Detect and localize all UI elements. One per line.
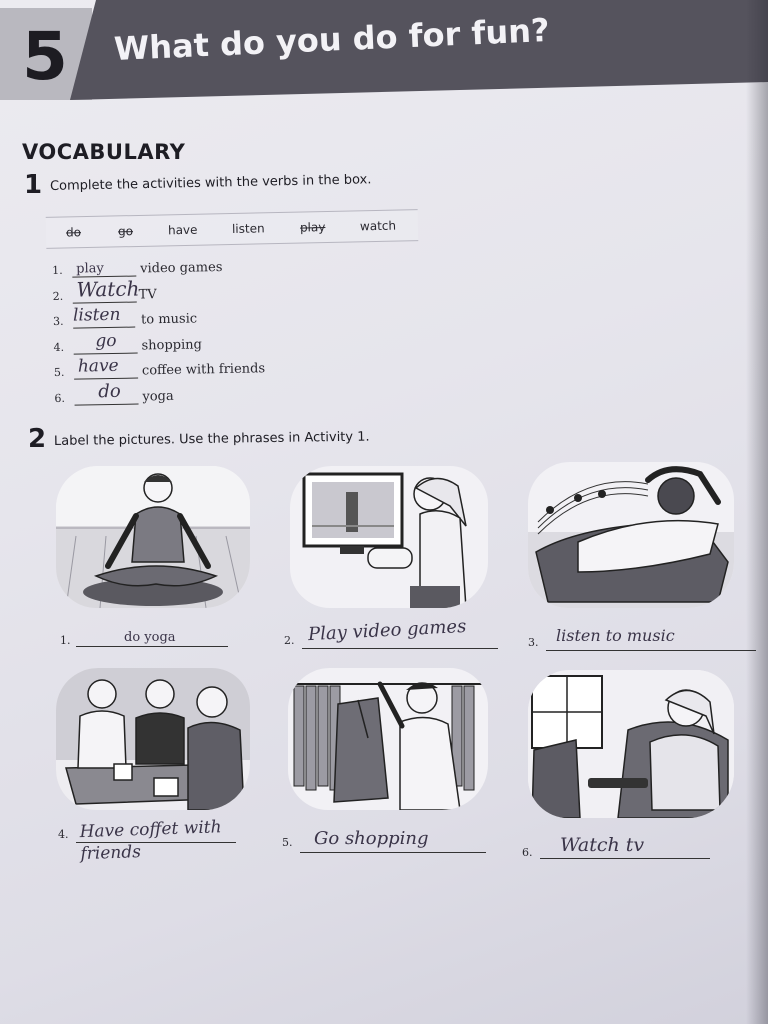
label-line[interactable]: [546, 650, 756, 651]
activity-2-number: 2: [28, 424, 47, 454]
page-edge-shadow: [746, 0, 768, 1024]
label-line[interactable]: [302, 648, 498, 649]
label-answer: Go shopping: [314, 828, 429, 849]
item-text: video games: [140, 260, 223, 277]
activity-1-number: 1: [24, 170, 43, 200]
verb-listen: listen: [231, 221, 265, 236]
label-line[interactable]: [76, 646, 228, 647]
verb-have: have: [167, 222, 198, 238]
yoga-picture: [56, 466, 250, 608]
label-answer: Have coffet with friends: [79, 817, 222, 865]
item-text: TV: [138, 286, 157, 302]
music-picture: [528, 462, 734, 608]
activity-1-list: [52, 252, 415, 411]
label-number: 1.: [60, 634, 71, 647]
item-number: 1.: [52, 263, 63, 277]
answer-text: Watch: [76, 275, 140, 302]
answer-text: go: [95, 330, 117, 351]
shopping-picture: [288, 668, 488, 810]
activity-2-instruction: Label the pictures. Use the phrases in Activity 1.: [53, 429, 370, 449]
label-line[interactable]: [540, 858, 710, 859]
answer-text: play: [76, 261, 104, 277]
item-number: 3.: [52, 314, 64, 328]
music-illustration: [528, 462, 734, 608]
verb-do: do: [65, 225, 82, 240]
label-number: 3.: [528, 636, 539, 649]
item-number: 6.: [54, 391, 66, 405]
coffee-picture: [56, 668, 250, 810]
label-number: 4.: [58, 828, 69, 841]
item-number: 5.: [53, 365, 65, 379]
section-title: VOCABULARY: [22, 140, 186, 164]
coffee-illustration: [56, 668, 250, 810]
verb-watch: watch: [359, 218, 397, 234]
label-number: 5.: [282, 836, 293, 849]
item-text: to music: [140, 311, 198, 328]
label-number: 2.: [284, 634, 295, 647]
video-games-picture: [290, 466, 488, 608]
label-answer: listen to music: [556, 626, 675, 645]
page-title: What do you do for fun?: [113, 11, 551, 68]
label-number: 6.: [522, 846, 533, 859]
answer-text: listen: [72, 304, 121, 326]
item-number: 4.: [53, 340, 65, 354]
video-games-illustration: [290, 466, 488, 608]
tv-illustration: [528, 670, 734, 818]
yoga-illustration: [56, 466, 250, 608]
verb-go: go: [117, 224, 134, 239]
label-answer: Watch tv: [560, 834, 645, 856]
answer-text: have: [77, 355, 119, 377]
item-text: coffee with friends: [141, 361, 266, 379]
activity-1-instruction: Complete the activities with the verbs in the box.: [49, 172, 372, 194]
item-number: 2.: [52, 289, 64, 303]
item-text: yoga: [142, 388, 174, 404]
label-line[interactable]: [300, 852, 486, 853]
tv-picture: [528, 670, 734, 818]
verb-play: play: [299, 220, 326, 235]
unit-number: 5: [22, 18, 68, 95]
label-answer: do yoga: [124, 630, 176, 645]
list-item: [54, 379, 414, 411]
answer-text: do: [98, 380, 121, 402]
item-text: shopping: [141, 336, 203, 353]
label-answer: Play video games: [307, 615, 467, 646]
shopping-illustration: [288, 668, 488, 810]
verb-box: [46, 209, 419, 249]
